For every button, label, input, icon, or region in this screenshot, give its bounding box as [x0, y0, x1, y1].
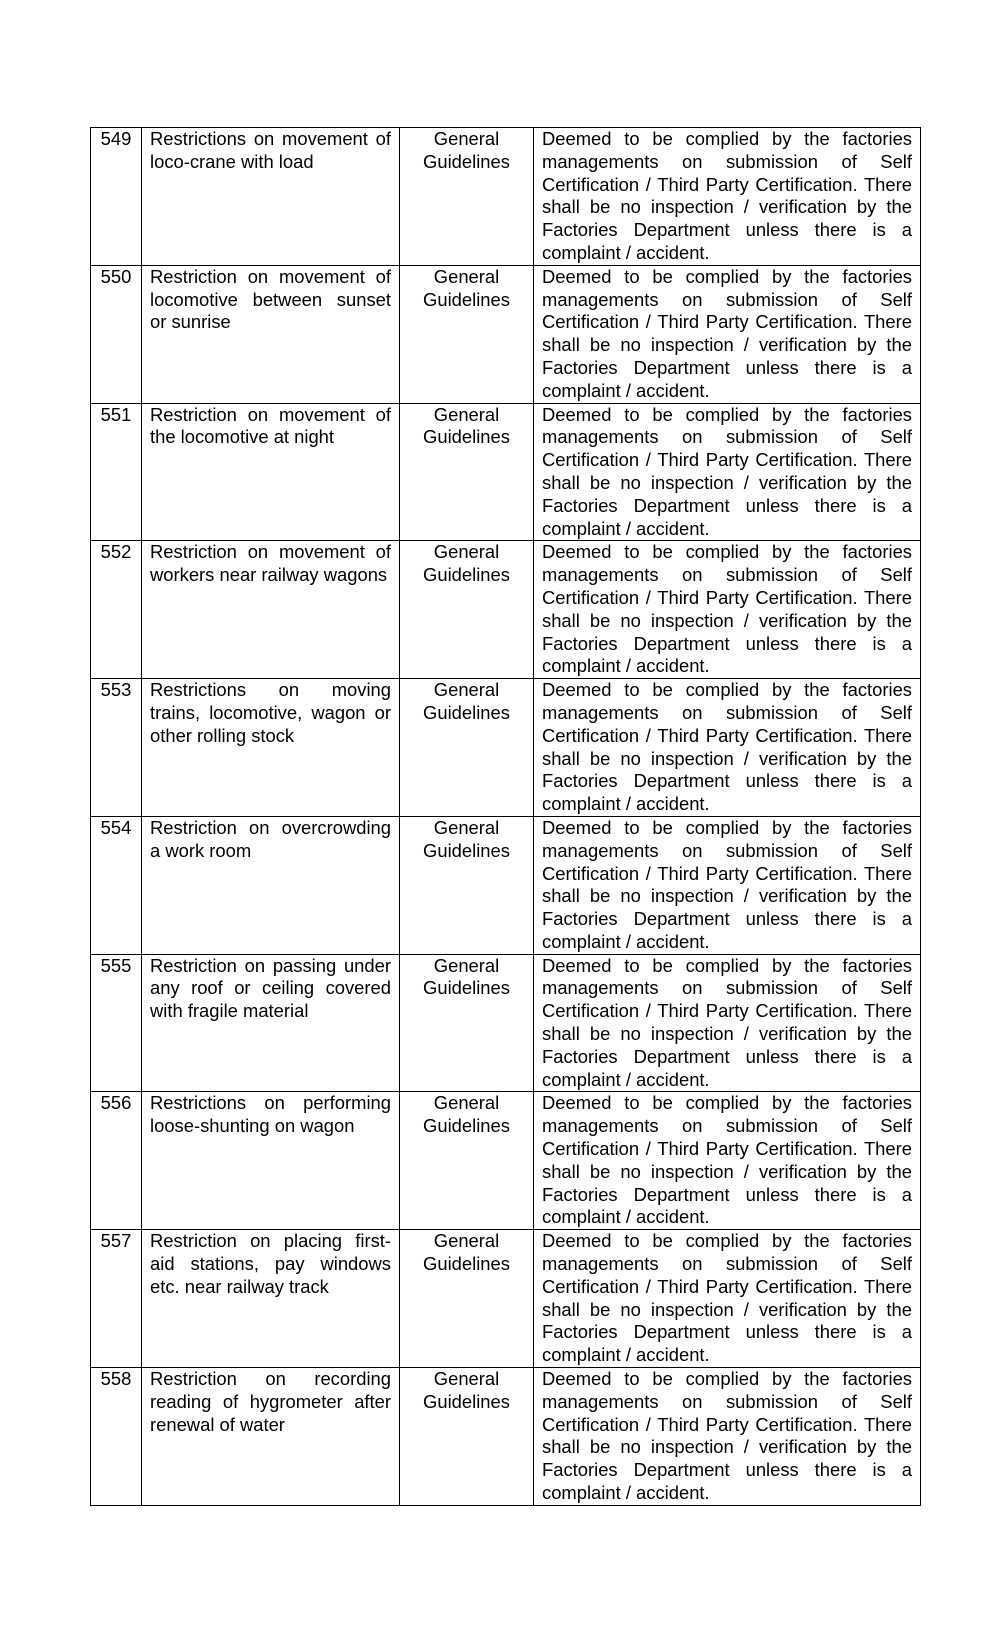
row-status: Deemed to be complied by the factories managements on submission of Self Certification / Third Party Certification. There shall be no inspection / verification by the Factories Department unless there is a complaint / accident. [534, 954, 921, 1092]
row-title: Restriction on recording reading of hygrometer after renewal of water [142, 1368, 400, 1506]
rules-table [90, 127, 921, 1506]
row-number: 551 [91, 403, 142, 541]
row-status: Deemed to be complied by the factories managements on submission of Self Certification / Third Party Certification. There shall be no inspection / verification by the Factories Department unless there is a complaint / accident. [534, 128, 921, 266]
table-row [91, 541, 921, 679]
row-status: Deemed to be complied by the factories managements on submission of Self Certification / Third Party Certification. There shall be no inspection / verification by the Factories Department unless there is a complaint / accident. [534, 403, 921, 541]
table-row [91, 403, 921, 541]
table-row [91, 1092, 921, 1230]
table-row [91, 128, 921, 266]
row-type: General Guidelines [400, 265, 534, 403]
row-type: General Guidelines [400, 1230, 534, 1368]
row-number: 556 [91, 1092, 142, 1230]
row-title: Restriction on overcrowding a work room [142, 816, 400, 954]
row-number: 554 [91, 816, 142, 954]
table-row [91, 954, 921, 1092]
row-number: 553 [91, 679, 142, 817]
row-title: Restriction on placing first-aid stations, pay windows etc. near railway track [142, 1230, 400, 1368]
row-type: General Guidelines [400, 1092, 534, 1230]
row-status: Deemed to be complied by the factories managements on submission of Self Certification / Third Party Certification. There shall be no inspection / verification by the Factories Department unless there is a complaint / accident. [534, 1368, 921, 1506]
row-status: Deemed to be complied by the factories managements on submission of Self Certification / Third Party Certification. There shall be no inspection / verification by the Factories Department unless there is a complaint / accident. [534, 816, 921, 954]
row-type: General Guidelines [400, 1368, 534, 1506]
row-status: Deemed to be complied by the factories managements on submission of Self Certification / Third Party Certification. There shall be no inspection / verification by the Factories Department unless there is a complaint / accident. [534, 541, 921, 679]
row-type: General Guidelines [400, 679, 534, 817]
row-title: Restrictions on movement of loco-crane with load [142, 128, 400, 266]
row-status: Deemed to be complied by the factories managements on submission of Self Certification / Third Party Certification. There shall be no inspection / verification by the Factories Department unless there is a complaint / accident. [534, 1092, 921, 1230]
row-number: 558 [91, 1368, 142, 1506]
table-row [91, 679, 921, 817]
row-number: 552 [91, 541, 142, 679]
row-number: 550 [91, 265, 142, 403]
table-row [91, 816, 921, 954]
row-number: 557 [91, 1230, 142, 1368]
row-number: 555 [91, 954, 142, 1092]
row-title: Restrictions on performing loose-shunting on wagon [142, 1092, 400, 1230]
row-number: 549 [91, 128, 142, 266]
row-title: Restriction on movement of locomotive between sunset or sunrise [142, 265, 400, 403]
row-status: Deemed to be complied by the factories managements on submission of Self Certification / Third Party Certification. There shall be no inspection / verification by the Factories Department unless there is a complaint / accident. [534, 679, 921, 817]
row-status: Deemed to be complied by the factories managements on submission of Self Certification / Third Party Certification. There shall be no inspection / verification by the Factories Department unless there is a complaint / accident. [534, 1230, 921, 1368]
row-type: General Guidelines [400, 816, 534, 954]
row-title: Restrictions on moving trains, locomotive, wagon or other rolling stock [142, 679, 400, 817]
row-type: General Guidelines [400, 541, 534, 679]
rules-table-body [91, 128, 921, 1506]
table-row [91, 265, 921, 403]
row-status: Deemed to be complied by the factories managements on submission of Self Certification / Third Party Certification. There shall be no inspection / verification by the Factories Department unless there is a complaint / accident. [534, 265, 921, 403]
row-type: General Guidelines [400, 128, 534, 266]
table-row [91, 1230, 921, 1368]
row-type: General Guidelines [400, 954, 534, 1092]
row-title: Restriction on movement of the locomotive at night [142, 403, 400, 541]
row-title: Restriction on movement of workers near railway wagons [142, 541, 400, 679]
row-type: General Guidelines [400, 403, 534, 541]
row-title: Restriction on passing under any roof or ceiling covered with fragile material [142, 954, 400, 1092]
table-row [91, 1368, 921, 1506]
